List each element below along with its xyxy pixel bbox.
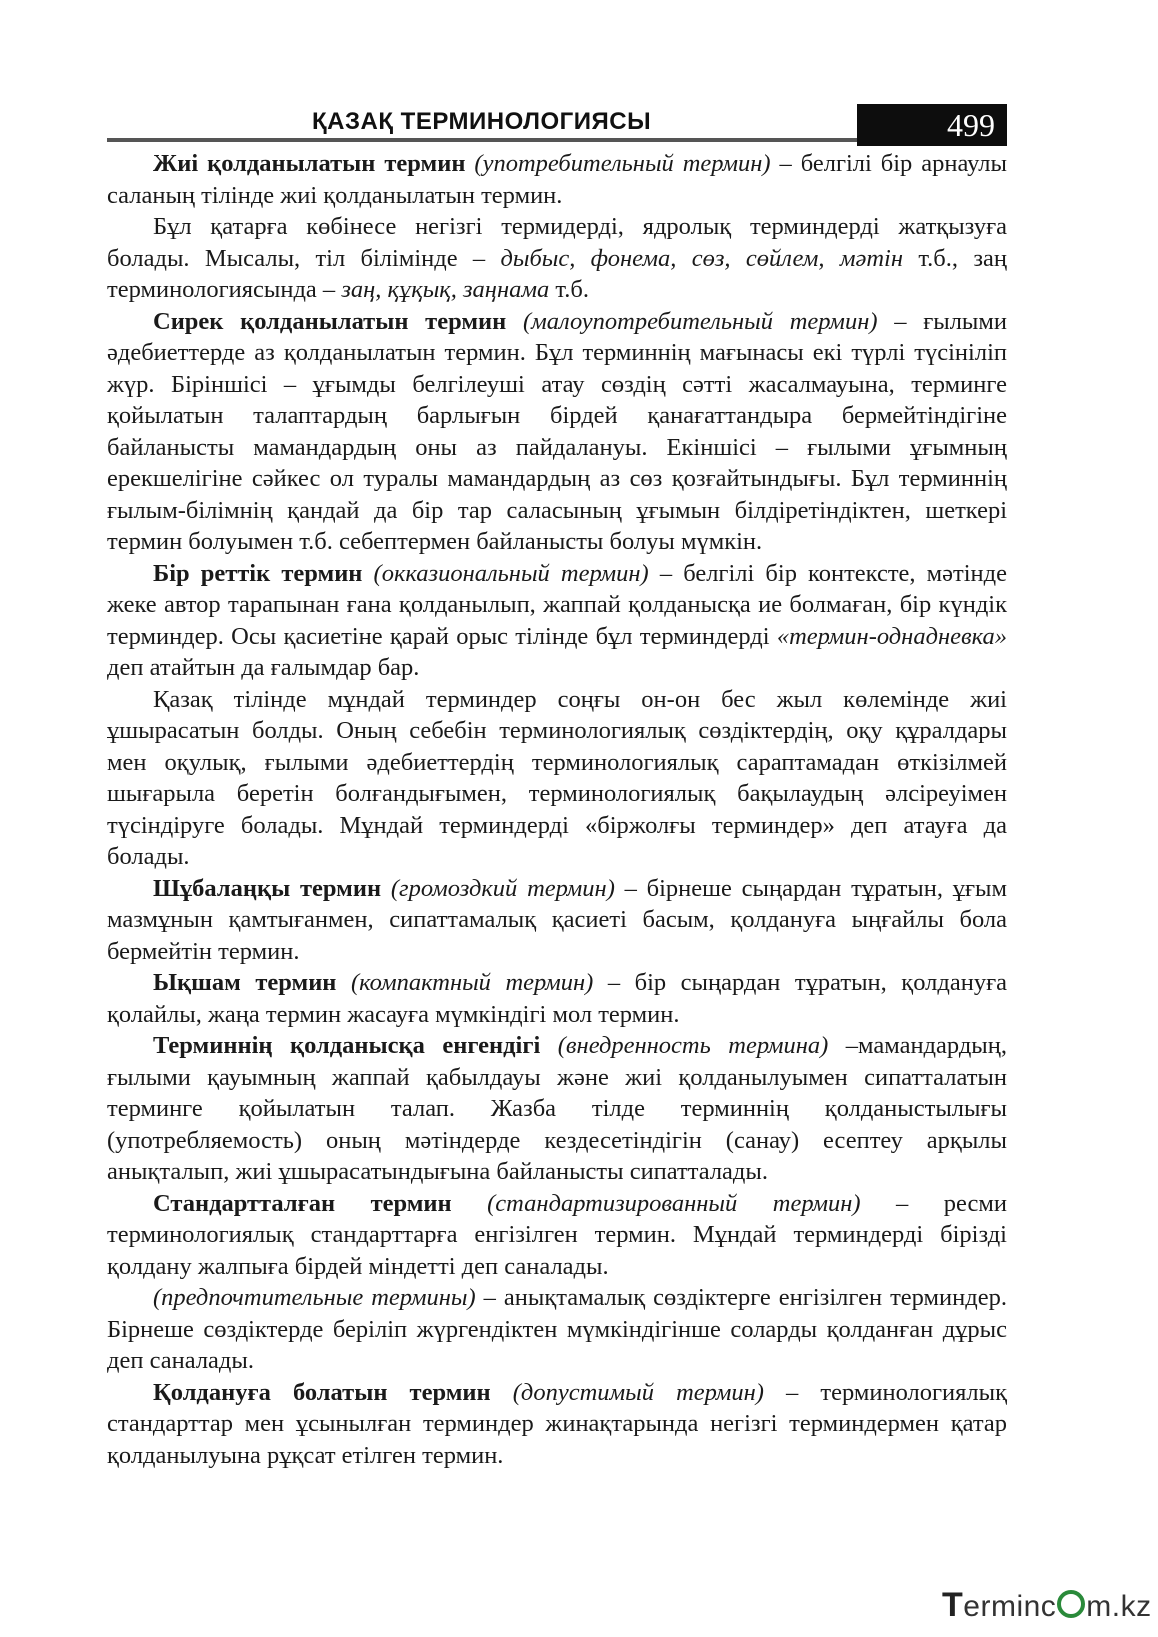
text-run: – ресми терминологиялық стандарттарға енгізілген термин. Мұндай терминдерді бірізді қолдану жалпыға бірдей міндетті деп саналады. bbox=[107, 1189, 1007, 1280]
watermark-text-mid: erminc bbox=[963, 1590, 1057, 1623]
russian-equivalent: (стандартизированный термин) bbox=[487, 1189, 861, 1217]
paragraph bbox=[107, 1282, 1007, 1377]
term-heading: Терминнің қолданысқа енгендігі bbox=[153, 1032, 541, 1059]
text-run: – белгілі бір арнаулы саланың тілінде жиі қолданылатын термин. bbox=[107, 150, 1007, 209]
text-run: – бір сыңардан тұратын, қолдануға қолайлы, жаңа термин жасауға мүмкіндігі мол термин. bbox=[107, 969, 1007, 1028]
russian-equivalent: (окказиональный термин) bbox=[373, 559, 649, 587]
paragraph bbox=[107, 558, 1007, 684]
paragraph bbox=[107, 211, 1007, 306]
text-run bbox=[506, 308, 523, 335]
text-run: – белгілі бір контексте, мәтінде жеке автор тарапынан ғана қолданылып, жаппай қолданысқа ие болмаған, бір күндік терминдер. Осы қасиетіне қарай орыс тілінде бұл терминдерді bbox=[107, 559, 1007, 650]
text-run: Бұл қатарға көбінесе негізгі термидерді, ядролық терминдерді жатқызуға болады. Мысалы, тіл білімінде – bbox=[107, 213, 1007, 272]
term-heading: Сирек қолданылатын термин bbox=[153, 307, 507, 335]
paragraph bbox=[107, 306, 1007, 558]
text-run bbox=[381, 875, 391, 902]
running-header bbox=[107, 104, 1007, 146]
site-watermark bbox=[942, 1586, 1152, 1626]
paragraph bbox=[107, 684, 1007, 873]
text-run: – терминологиялық стандарттар мен ұсынылған терминдер жинақтарында негізгі терминдермен қатар қолданылуына рұқсат етілген термин. bbox=[107, 1378, 1007, 1469]
russian-equivalent: дыбыс, фонема, сөз, сөйлем, мәтін bbox=[500, 244, 904, 272]
text-run bbox=[362, 560, 373, 587]
page-number-box bbox=[857, 104, 1007, 146]
russian-equivalent: (внедренность термина) bbox=[557, 1032, 829, 1059]
text-run: – анықтамалық сөздіктерге енгізілген терминдер. Бірнеше сөздіктерде беріліп жүргендіктен мүмкіндігінше соларды қолданған дұрыс деп саналады. bbox=[107, 1284, 1007, 1374]
paragraph bbox=[107, 1377, 1007, 1472]
page-number: 499 bbox=[947, 107, 995, 143]
text-run bbox=[491, 1379, 513, 1406]
term-heading: Стандартталған термин bbox=[153, 1189, 452, 1217]
russian-equivalent: (употребительный термин) bbox=[474, 150, 771, 177]
text-run: Қазақ тілінде мұндай терминдер соңғы он-он бес жыл көлемінде жиі ұшырасатын болды. Оның себебін терминологиялық сөздіктердің, оқу құралдары мен оқулық, ғылыми әдебиеттердің терминологиялық сараптамадан өткізілмей шығарыла беретін болғандығымен, терминологиялық бақылаудың әлсіреуімен түсіндіруге болады. Мұндай терминдерді «біржолғы терминдер» деп атауға да болады. bbox=[107, 685, 1007, 870]
text-run: – бірнеше сыңардан тұратын, ұғым мазмұнын қамтығанмен, сипаттамалық қасиеті басым, қолдануға ыңғайлы бола бермейтін термин. bbox=[107, 874, 1008, 965]
paragraph bbox=[107, 873, 1007, 968]
paragraph bbox=[107, 148, 1007, 211]
russian-equivalent: заң, құқық, заңнама bbox=[341, 276, 550, 303]
russian-equivalent: (допустимый термин) bbox=[512, 1378, 764, 1406]
text-run bbox=[540, 1032, 557, 1059]
text-run: – ғылыми әдебиеттерде аз қолданылатын термин. Бұл терминнің мағынасы екі түрлі түсініліп жүр. Біріншісі – ұғымды белгілеуші атау сөздің сәтті жасалмауына, терминге қойылатын талаптардың барлығын бірдей қанағаттандыра бермейтіндігіне байланысты мамандардың оны аз пайдалануы. Екіншісі – ғылыми ұғымның ерекшелігіне сәйкес ол туралы мамандардың аз сөз қозғайтындығы. Бұл терминнің ғылым-білімнің қандай да бір тар саласының ұғымын білдіретіндіктен, шеткері термин болуымен т.б. себептермен байланысты болуы мүмкін. bbox=[107, 307, 1008, 555]
russian-equivalent: «термин-однадневка» bbox=[776, 622, 1007, 650]
term-heading: Бір реттік термин bbox=[153, 559, 363, 587]
watermark-ring-icon bbox=[1057, 1590, 1085, 1618]
term-heading: Ықшам термин bbox=[153, 969, 337, 996]
text-run: деп атайтын да ғалымдар бар. bbox=[107, 654, 420, 681]
paragraph bbox=[107, 1188, 1007, 1283]
paragraph bbox=[107, 1030, 1007, 1188]
russian-equivalent: (компактный термин) bbox=[350, 969, 594, 996]
russian-equivalent: (малоупотребительный термин) bbox=[522, 307, 878, 335]
text-run: т.б., заң терминологиясында – bbox=[107, 244, 1007, 303]
term-heading: Шұбалаңқы термин bbox=[153, 874, 382, 902]
header-rule bbox=[107, 138, 857, 142]
paragraph bbox=[107, 967, 1007, 1030]
russian-equivalent: (громоздкий термин) bbox=[390, 874, 615, 902]
text-run: –мамандардың, ғылыми қауымның жаппай қабылдауы және жиі қолданылуымен сипатталатын терминге қойылатын талап. Жазба тілде терминнің қолданыстылығы (употребляемость) оның мәтіндерде кездесетіндігін (санау) есептеу арқылы анықталып, жиі ұшырасатындығына байланысты сипатталады. bbox=[107, 1032, 1007, 1185]
header-title: ҚАЗАҚ ТЕРМИНОЛОГИЯСЫ bbox=[312, 108, 652, 135]
body-text bbox=[107, 148, 1007, 1471]
watermark-t: T bbox=[942, 1586, 964, 1624]
text-run bbox=[452, 1190, 487, 1217]
russian-equivalent: (предпочтительные термины) bbox=[153, 1284, 476, 1311]
text-run bbox=[336, 969, 351, 996]
term-heading: Қолдануға болатын термин bbox=[153, 1378, 491, 1406]
term-heading: Жиі қолданылатын термин bbox=[153, 150, 466, 177]
text-run: т.б. bbox=[549, 276, 589, 303]
watermark-text-end: m.kz bbox=[1086, 1590, 1152, 1623]
